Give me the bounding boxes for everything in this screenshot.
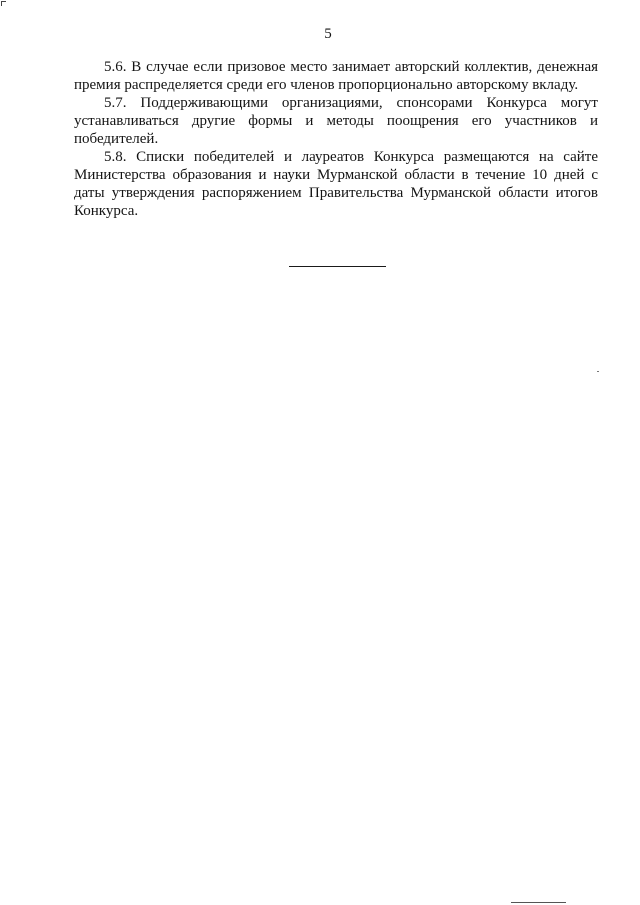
scan-artifact-dot	[597, 371, 599, 372]
paragraph-5-7: 5.7. Поддерживающими организациями, спонсорами Конкурса могут устанавливаться другие формы и методы поощрения его участников и победителей.	[74, 95, 598, 147]
paragraph-5-8: 5.8. Списки победителей и лауреатов Конкурса размещаются на сайте Министерства образования и науки Мурманской области в течение 10 дней с даты утверждения распоряжением Правительства Мурманской области итогов Конкурса.	[74, 149, 598, 219]
scan-corner-mark	[1, 1, 6, 6]
end-separator-line	[289, 266, 386, 267]
scan-artifact-line	[511, 902, 566, 903]
paragraph-5-6: 5.6. В случае если призовое место занимает авторский коллектив, денежная премия распределяется среди его членов пропорционально авторскому вкладу.	[74, 59, 598, 93]
document-body	[74, 58, 598, 220]
page-number: 5	[324, 26, 332, 42]
